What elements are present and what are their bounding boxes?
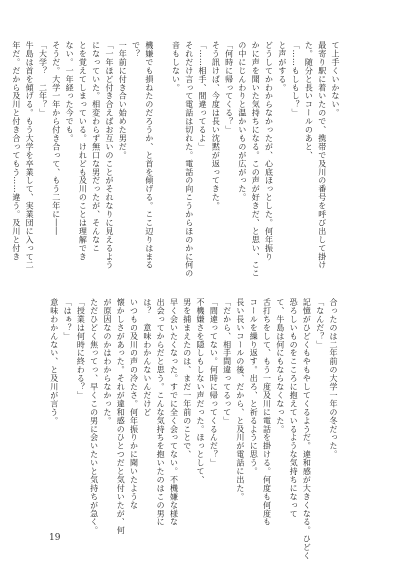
text-line: が原因なのかはわからなかった。 [102,298,112,425]
text-line: 「はぁ？」 [63,298,73,341]
text-line: ただひどく焦ってっ、早くこの男に会いたいと気持ちが急く。 [89,298,99,535]
text-line: 「大学？ 二年？」 [38,41,48,118]
text-line: そうだ。大学一年から付き合って、もう二年に―― [51,41,61,236]
text-line: て上手くいかない。 [331,41,340,118]
text-line: 一年前に付き合い始めた男だ。 [118,41,128,160]
text-line: かに声を聞いた気持ちになる。この声が好きだ、と思い、ここ [251,41,261,278]
text-line: いつもの及川の声の冷たさ。何年振りかに聞いたような [129,298,139,510]
text-line: て、牛島は何にもならなくなった。 [275,298,285,434]
text-line: 出会ってからだと思う。こんな気持ちを抱いたのはこの男に [156,298,166,527]
text-line: 年だ。だから及川と付き合ってもう……違う。及川と付き [11,41,21,261]
text-line: 記憶がひどくもやもやしてくるようだ。違和感が大きくなる。ひどく [302,298,312,560]
page-number: 19 [49,533,61,543]
text-line: 合ったのは二年前の大学一年の冬だった。 [329,298,338,459]
text-line: と声がする。 [277,41,287,92]
text-line: コールを繰り返す。出ろ、と祈るように思う。 [249,298,259,476]
text-line: 懐かしさがあった。それが違和感のひとつだと気付いたが、何 [116,298,126,535]
text-line [156,41,169,271]
text-line: 早く会いたくなった。すでに全く会ってない。不機嫌な様な [169,298,179,527]
text-block-top [11,41,342,278]
text-line: 男を捕まえたのは、まだ一年前のことで、 [182,298,192,459]
text-line: とを覚えてしまっている。けれども及川のことは理解でき [78,41,88,261]
text-line: 機嫌でも損ねたのだろうか、と首を傾げる。ここ辺りはまる [144,41,154,270]
text-line: 長い長いコールの後、だから、と及川が電話に出た。 [235,298,245,501]
text-line: それだけ言って電話は切れた。電話の向こうからほのかに何の [184,41,194,278]
text-line: 舌打ちをして、もう一度及川に電話を掛ける。何度も何度も [262,298,272,527]
text-line: 「間違ってない。何時に帰ってくるんだ？」 [209,298,219,467]
text-line: 「授業は何時に終わる？」 [76,298,86,400]
text-line: 意味わかんない、と及川が言う。 [49,298,59,425]
text-line: 「なんだ？」 [315,298,325,349]
text-line: た。随分と長いコールのあと、 [304,41,314,160]
text-line: 「だから、相手間違ってるって」 [222,298,232,425]
text-line: 「……相手、間違ってるよ」 [198,41,208,151]
text-line: 牛島は首を傾げる。もう大学を卒業して、実業団に入って二 [25,41,35,270]
text-line: 「……もしもし？」 [291,41,301,118]
text-line: 「何時に帰ってくる？」 [224,41,234,134]
text-line: になっていた。相変わらず無口な男だったが、そんなこ [91,41,101,253]
text-line: ない。一年経った今でも。 [65,41,75,143]
text-line: 「一年ほど付き合えばお互いのことがそれなりに見えるよう [104,41,114,270]
text-line: 不機嫌さを隠しもしない声だった。ほっとして、 [196,298,206,484]
text-line: どうしてかわからなかったが、心底ほっとした。何年振り [264,41,274,261]
text-line: の中にじんわりと温かいものが広がった。 [237,41,247,202]
text-line: は？ 意味わかんないんだけど [142,298,152,417]
text-line: 最寄り駅に着いたので、携帯で及川の番号を呼び出して掛け [317,41,327,270]
text-line: そう訊けば、今度は長い沈黙が返ってきた。 [211,41,221,210]
text-line: 音もしない。 [171,41,181,92]
text-line: で？ [131,41,141,58]
text-line: 恐ろしいものをこころに抱えているような気持ちになって [289,298,299,518]
